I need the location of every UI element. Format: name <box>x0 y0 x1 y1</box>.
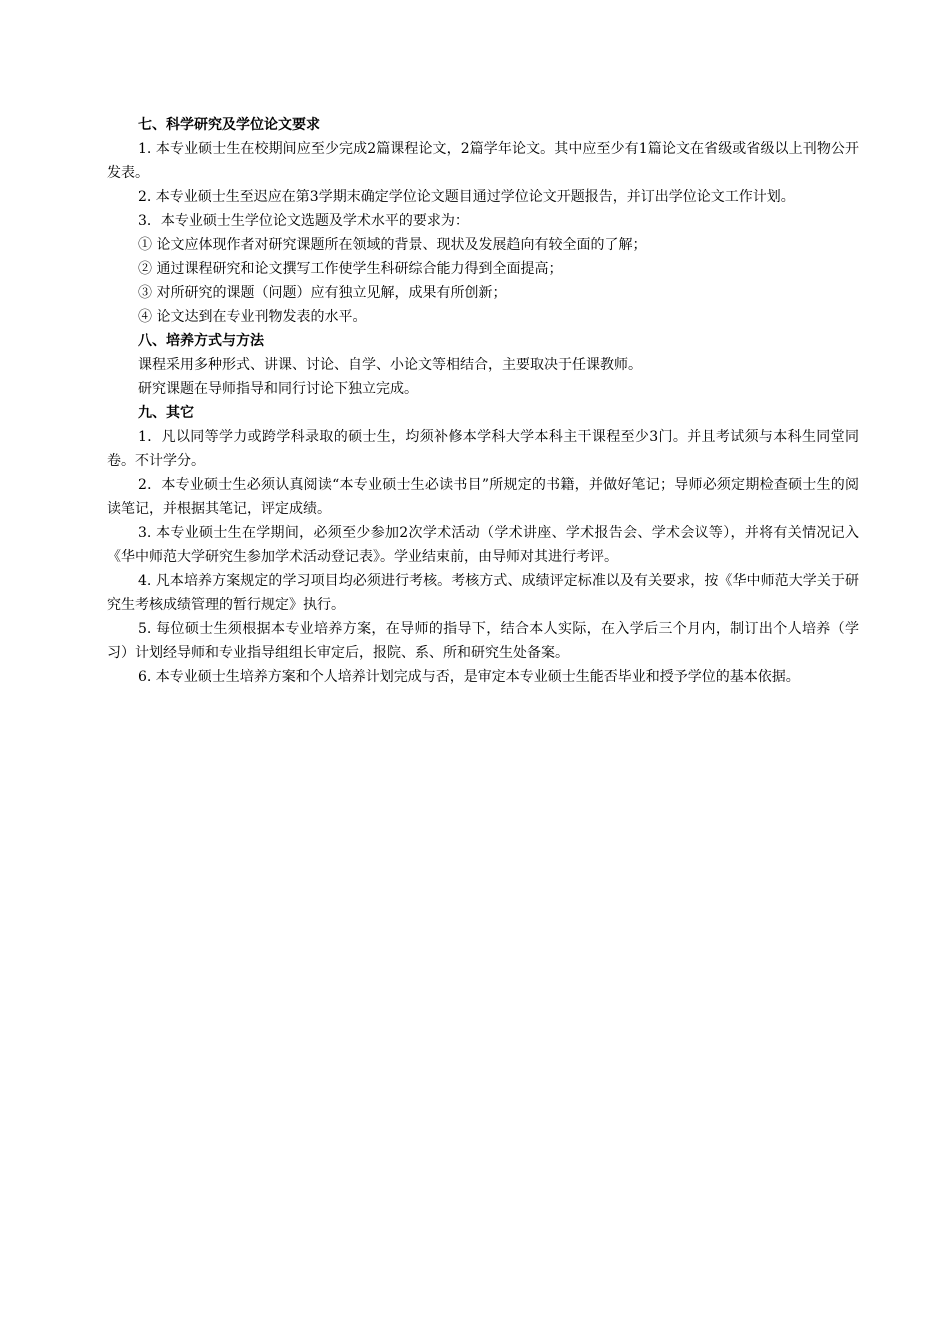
section-7-paragraph-3: 3．本专业硕士生学位论文选题及学术水平的要求为： <box>138 213 469 229</box>
section-8-paragraph-1: 课程采用多种形式、讲课、讨论、自学、小论文等相结合，主要取决于任课教师。 <box>138 357 642 373</box>
section-7-heading: 七、科学研究及学位论文要求 <box>138 117 320 133</box>
section-7-item-3: ③ 对所研究的课题（问题）应有独立见解，成果有所创新； <box>138 285 507 301</box>
section-9-paragraph-5: 5. 每位硕士生须根据本专业培养方案，在导师的指导下，结合本人实际，在入学后三个月内，制订出个人培养（学习）计划经导师和专业指导组组长审定后，报院、系、所和研究生处备案。 <box>107 621 859 661</box>
section-8-heading: 八、培养方式与方法 <box>138 333 264 349</box>
section-7-item-2: ② 通过课程研究和论文撰写工作使学生科研综合能力得到全面提高； <box>138 261 563 277</box>
section-7-paragraph-1: 1. 本专业硕士生在校期间应至少完成2篇课程论文，2篇学年论文。其中应至少有1篇论文在省级或省级以上刊物公开发表。 <box>107 141 859 181</box>
section-7-paragraph-2: 2. 本专业硕士生至迟应在第3学期末确定学位论文题目通过学位论文开题报告，并订出学位论文工作计划。 <box>138 189 795 205</box>
section-9-paragraph-1: 1．凡以同等学力或跨学科录取的硕士生，均须补修本学科大学本科主干课程至少3门。并且考试须与本科生同堂同卷。不计学分。 <box>107 429 859 469</box>
section-9-paragraph-6: 6. 本专业硕士生培养方案和个人培养计划完成与否，是审定本专业硕士生能否毕业和授予学位的基本依据。 <box>138 669 800 685</box>
section-8-paragraph-2: 研究课题在导师指导和同行讨论下独立完成。 <box>138 381 418 397</box>
section-9-heading: 九、其它 <box>138 405 194 421</box>
document-page <box>107 113 859 689</box>
section-7-item-4: ④ 论文达到在专业刊物发表的水平。 <box>138 309 367 325</box>
section-9-paragraph-2: 2．本专业硕士生必须认真阅读“本专业硕士生必读书目”所规定的书籍，并做好笔记；导师必须定期检查硕士生的阅读笔记，并根据其笔记，评定成绩。 <box>107 477 859 517</box>
section-7-item-1: ① 论文应体现作者对研究课题所在领域的背景、现状及发展趋向有较全面的了解； <box>138 237 647 253</box>
section-9-paragraph-3: 3. 本专业硕士生在学期间，必须至少参加2次学术活动（学术讲座、学术报告会、学术会议等），并将有关情况记入《华中师范大学研究生参加学术活动登记表》。学业结束前，由导师对其进行考评。 <box>107 525 859 565</box>
section-9-paragraph-4: 4. 凡本培养方案规定的学习项目均必须进行考核。考核方式、成绩评定标准以及有关要求，按《华中师范大学关于研究生考核成绩管理的暂行规定》执行。 <box>107 573 859 613</box>
